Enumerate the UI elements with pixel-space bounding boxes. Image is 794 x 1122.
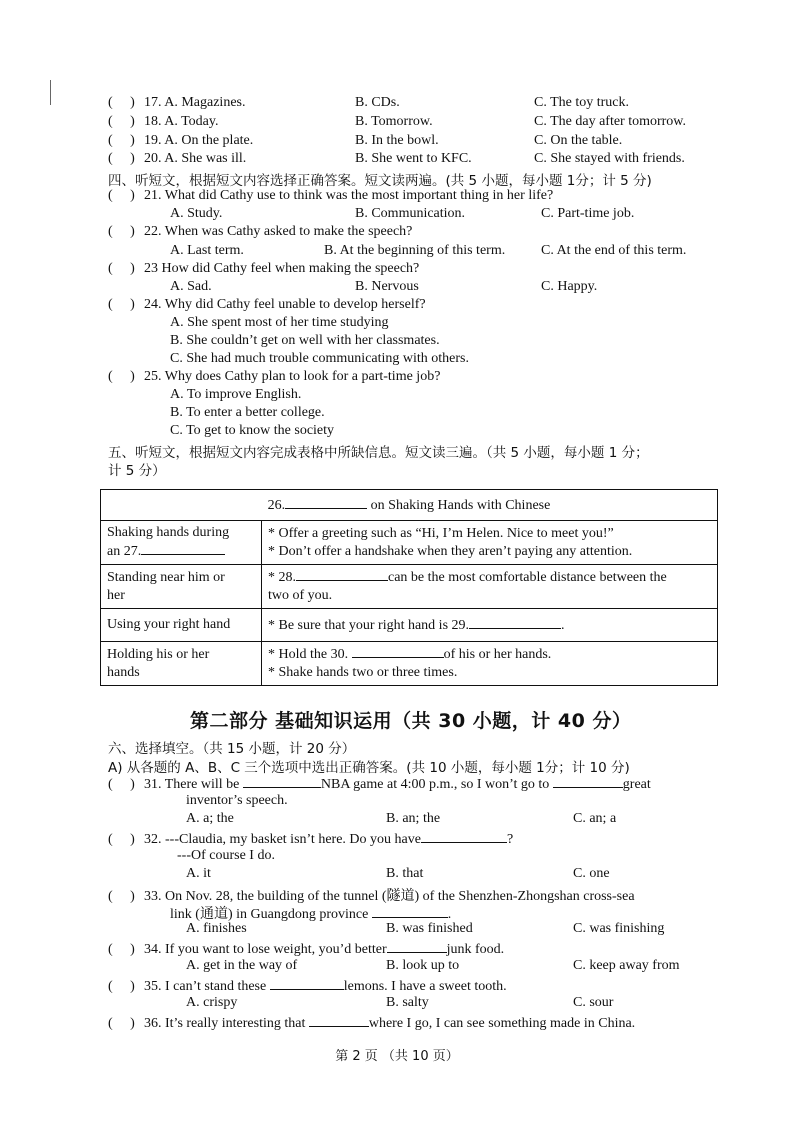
- answer-paren[interactable]: ( ): [108, 369, 135, 384]
- answer-paren[interactable]: ( ): [108, 942, 135, 957]
- question-number: 21: [144, 188, 158, 203]
- question-stem: great: [622, 777, 651, 792]
- row-label-line: Shaking hands during: [107, 525, 230, 540]
- option-b: B. salty: [386, 995, 429, 1010]
- question-stem: How did Cathy feel when making the speech?: [161, 261, 420, 276]
- binding-mark: [50, 80, 51, 105]
- blank[interactable]: [309, 1014, 369, 1027]
- table-title-text: on Shaking Hands with Chinese: [367, 497, 551, 513]
- row-content-text: can be the most comfortable distance between the: [388, 570, 667, 585]
- row-label: [101, 609, 262, 642]
- option-a: A. Last term.: [170, 243, 244, 258]
- question-stem: link (通道) in Guangdong province: [170, 907, 369, 922]
- row-content-line: * Don’t offer a handshake when they aren’t paying any attention.: [268, 543, 633, 559]
- option-b: B. At the beginning of this term.: [324, 243, 506, 258]
- option-a: A. it: [186, 866, 211, 881]
- row-content-line: [268, 568, 711, 587]
- option-b: B. look up to: [386, 958, 460, 973]
- option-c: C. She stayed with friends.: [534, 151, 685, 166]
- option-c: C. sour: [573, 995, 614, 1010]
- row-label: [101, 521, 262, 565]
- option-c: C. She had much trouble communicating with others.: [170, 351, 470, 366]
- question-number: 24: [144, 297, 158, 312]
- question-number: 32: [144, 832, 158, 847]
- question-34: ( ) 34. If you want to lose weight, you’d better junk food.: [108, 942, 505, 957]
- row-label-line: hands: [107, 664, 140, 680]
- option-a: A. Study.: [170, 206, 223, 221]
- row-content-text: of his or her hands.: [443, 647, 552, 662]
- option-a: A. Magazines.: [164, 95, 246, 110]
- section-5-heading: 五、听短文，根据短文内容完成表格中所缺信息。短文读三遍。（共 5 小题，每小题 1 分；: [108, 445, 649, 461]
- part-2-title: 第二部分 基础知识运用（共 30 小题，计 40 分）: [190, 710, 632, 732]
- blank-number: * 28.: [268, 570, 296, 585]
- blank-number: 26.: [267, 497, 286, 513]
- option-c: C. was finishing: [573, 921, 665, 936]
- question-stem-cont: inventor’s speech.: [186, 793, 288, 808]
- option-b: B. Communication.: [355, 206, 466, 221]
- question-18: ( ) 18. A. Today.: [108, 114, 219, 129]
- row-content-line: * Offer a greeting such as “Hi, I’m Helen. Nice to meet you!”: [268, 525, 614, 541]
- table-title-row: [101, 490, 718, 521]
- option-c: C. On the table.: [534, 133, 623, 148]
- answer-paren[interactable]: ( ): [108, 95, 135, 110]
- question-stem: junk food.: [446, 942, 505, 957]
- question-20: ( ) 20. A. She was ill.: [108, 151, 247, 166]
- table-row: [101, 565, 718, 609]
- option-c: C. At the end of this term.: [541, 243, 687, 258]
- answer-paren[interactable]: ( ): [108, 261, 135, 276]
- row-label-line: Standing near him or: [107, 569, 225, 585]
- blank-28[interactable]: [296, 568, 388, 581]
- option-b: B. an; the: [386, 811, 441, 826]
- option-c: C. one: [573, 866, 610, 881]
- option-a: A. To improve English.: [170, 387, 302, 402]
- row-content-line: * Shake hands two or three times.: [268, 665, 458, 680]
- question-number: 18: [144, 114, 158, 129]
- question-number: 31: [144, 777, 158, 792]
- option-a: A. On the plate.: [164, 133, 254, 148]
- question-19: ( ) 19. A. On the plate.: [108, 133, 254, 148]
- section-6-subheading: A) 从各题的 A、B、C 三个选项中选出正确答案。(共 10 小题，每小题 1分；计 10 分): [108, 760, 630, 776]
- option-c: C. an; a: [573, 811, 617, 826]
- question-stem: NBA game at 4:00 p.m., so I won’t go to: [320, 777, 550, 792]
- row-content-line: two of you.: [268, 588, 333, 603]
- answer-paren[interactable]: ( ): [108, 224, 135, 239]
- question-stem: What did Cathy use to think was the most important thing in her life?: [164, 188, 554, 203]
- question-stem: ---Claudia, my basket isn’t here. Do you have: [165, 832, 421, 847]
- question-17: ( ) 17. A. Magazines.: [108, 95, 246, 110]
- blank-number: an 27.: [107, 544, 142, 559]
- row-content: [262, 521, 718, 565]
- answer-paren[interactable]: ( ): [108, 1016, 135, 1031]
- table-title: [101, 490, 718, 521]
- section-6-heading: 六、选择填空。（共 15 小题，计 20 分）: [108, 741, 356, 757]
- row-content-text: * Hold the 30.: [268, 647, 349, 662]
- option-c: C. Part-time job.: [541, 206, 635, 221]
- question-number: 36: [144, 1016, 158, 1031]
- row-content: [262, 642, 718, 686]
- blank-26[interactable]: [285, 496, 367, 509]
- question-33: ( ) 33. On Nov. 28, the building of the tunnel (隧道) of the Shenzhen-Zhongshan cross-sea: [108, 889, 635, 904]
- answer-paren[interactable]: ( ): [108, 151, 135, 166]
- option-a: A. finishes: [186, 921, 247, 936]
- option-a: A. She was ill.: [164, 151, 247, 166]
- option-c: C. To get to know the society: [170, 423, 335, 438]
- question-23: [108, 261, 419, 277]
- question-number: 22: [144, 224, 158, 239]
- row-label-line: [107, 542, 255, 561]
- option-a: A. a; the: [186, 811, 234, 826]
- question-stem: where I go, I can see something made in China.: [368, 1016, 636, 1031]
- row-label-line: Holding his or her: [107, 646, 210, 662]
- option-b: B. She couldn’t get on well with her classmates.: [170, 333, 440, 348]
- option-c: C. keep away from: [573, 958, 680, 973]
- blank[interactable]: [421, 830, 507, 843]
- option-b: B. To enter a better college.: [170, 405, 325, 420]
- option-b: B. was finished: [386, 921, 473, 936]
- option-a: A. crispy: [186, 995, 238, 1010]
- option-c: C. The day after tomorrow.: [534, 114, 687, 129]
- option-c: C. The toy truck.: [534, 95, 630, 110]
- blank-27[interactable]: [141, 542, 225, 555]
- option-b: B. CDs.: [355, 95, 400, 110]
- table-row: [101, 642, 718, 686]
- question-number: 35: [144, 979, 158, 994]
- row-content-line: [268, 616, 711, 635]
- question-stem: If you want to lose weight, you’d better: [165, 942, 387, 957]
- option-a: A. Today.: [164, 114, 219, 129]
- blank[interactable]: [387, 940, 447, 953]
- section-4-heading: 四、听短文，根据短文内容选择正确答案。短文读两遍。(共 5 小题，每小题 1分；计 5 分): [108, 173, 652, 189]
- answer-paren[interactable]: ( ): [108, 114, 135, 129]
- question-number: 34: [144, 942, 158, 957]
- answer-paren[interactable]: ( ): [108, 297, 135, 312]
- row-content: [262, 565, 718, 609]
- table-row: [101, 609, 718, 642]
- question-number: 19: [144, 133, 158, 148]
- row-content: [262, 609, 718, 642]
- question-35: ( ) 35. I can’t stand these lemons. I have a sweet tooth.: [108, 979, 507, 994]
- section-5-heading-cont: 计 5 分）: [108, 463, 166, 479]
- answer-paren[interactable]: ( ): [108, 777, 135, 792]
- blank[interactable]: [372, 905, 448, 918]
- question-number: 17: [144, 95, 158, 110]
- answer-paren[interactable]: ( ): [108, 979, 135, 994]
- question-stem: On Nov. 28, the building of the tunnel (隧道) of the Shenzhen-Zhongshan cross-sea: [165, 889, 635, 904]
- row-content-text: .: [561, 617, 565, 633]
- blank[interactable]: [553, 775, 623, 788]
- option-a: A. She spent most of her time studying: [170, 315, 389, 330]
- row-content-line: [268, 645, 711, 664]
- question-24: ( ) 24. Why did Cathy feel unable to develop herself?: [108, 297, 426, 312]
- option-c: C. Happy.: [541, 279, 598, 294]
- option-b: B. Nervous: [355, 279, 419, 294]
- option-b: B. In the bowl.: [355, 133, 439, 148]
- question-stem: Why does Cathy plan to look for a part-time job?: [164, 369, 441, 384]
- question-stem-cont: ---Of course I do.: [177, 848, 275, 863]
- answer-paren[interactable]: ( ): [108, 188, 135, 203]
- question-stem: When was Cathy asked to make the speech?: [164, 224, 413, 239]
- blank[interactable]: [243, 775, 321, 788]
- row-label-line: her: [107, 587, 125, 603]
- question-stem: Why did Cathy feel unable to develop herself?: [164, 297, 426, 312]
- question-number: 33: [144, 889, 158, 904]
- question-22: ( ) 22. When was Cathy asked to make the speech?: [108, 224, 413, 239]
- question-stem-cont: [170, 903, 451, 923]
- question-25: ( ) 25. Why does Cathy plan to look for a part-time job?: [108, 369, 441, 384]
- question-number: 25: [144, 369, 158, 384]
- row-label: [101, 642, 262, 686]
- answer-paren[interactable]: ( ): [108, 133, 135, 148]
- option-b: B. that: [386, 866, 424, 881]
- table-row: [101, 521, 718, 565]
- question-stem: There will be: [164, 777, 240, 792]
- question-number: 23: [144, 261, 158, 276]
- question-31: ( ) 31. There will be NBA game at 4:00 p.m., so I won’t go to great: [108, 777, 651, 792]
- question-32: ( ) 32. ---Claudia, my basket isn’t here. Do you have ?: [108, 832, 514, 847]
- page-footer: 第 2 页 （共 10 页）: [335, 1049, 459, 1064]
- blank[interactable]: [270, 977, 344, 990]
- blank-29[interactable]: [469, 616, 561, 629]
- row-label-line: Using your right hand: [107, 617, 231, 632]
- answer-paren[interactable]: ( ): [108, 832, 135, 847]
- blank-30[interactable]: [352, 645, 444, 658]
- option-a: A. Sad.: [170, 279, 212, 294]
- option-b: B. Tomorrow.: [355, 114, 433, 129]
- question-stem: ?: [506, 832, 514, 847]
- question-number: 20: [144, 151, 158, 166]
- answer-paren[interactable]: ( ): [108, 889, 135, 904]
- option-a: A. get in the way of: [186, 958, 298, 973]
- info-table: [100, 489, 718, 686]
- question-36: ( ) 36. It’s really interesting that where I go, I can see something made in China.: [108, 1016, 636, 1031]
- option-b: B. She went to KFC.: [355, 151, 472, 166]
- question-21: ( ) 21. What did Cathy use to think was the most important thing in her life?: [108, 188, 554, 203]
- row-content-text: * Be sure that your right hand is 29.: [268, 617, 470, 633]
- question-stem: It’s really interesting that: [165, 1016, 306, 1031]
- row-label: [101, 565, 262, 609]
- question-stem: .: [447, 907, 452, 922]
- question-stem: lemons. I have a sweet tooth.: [343, 979, 507, 994]
- question-stem: I can’t stand these: [165, 979, 267, 994]
